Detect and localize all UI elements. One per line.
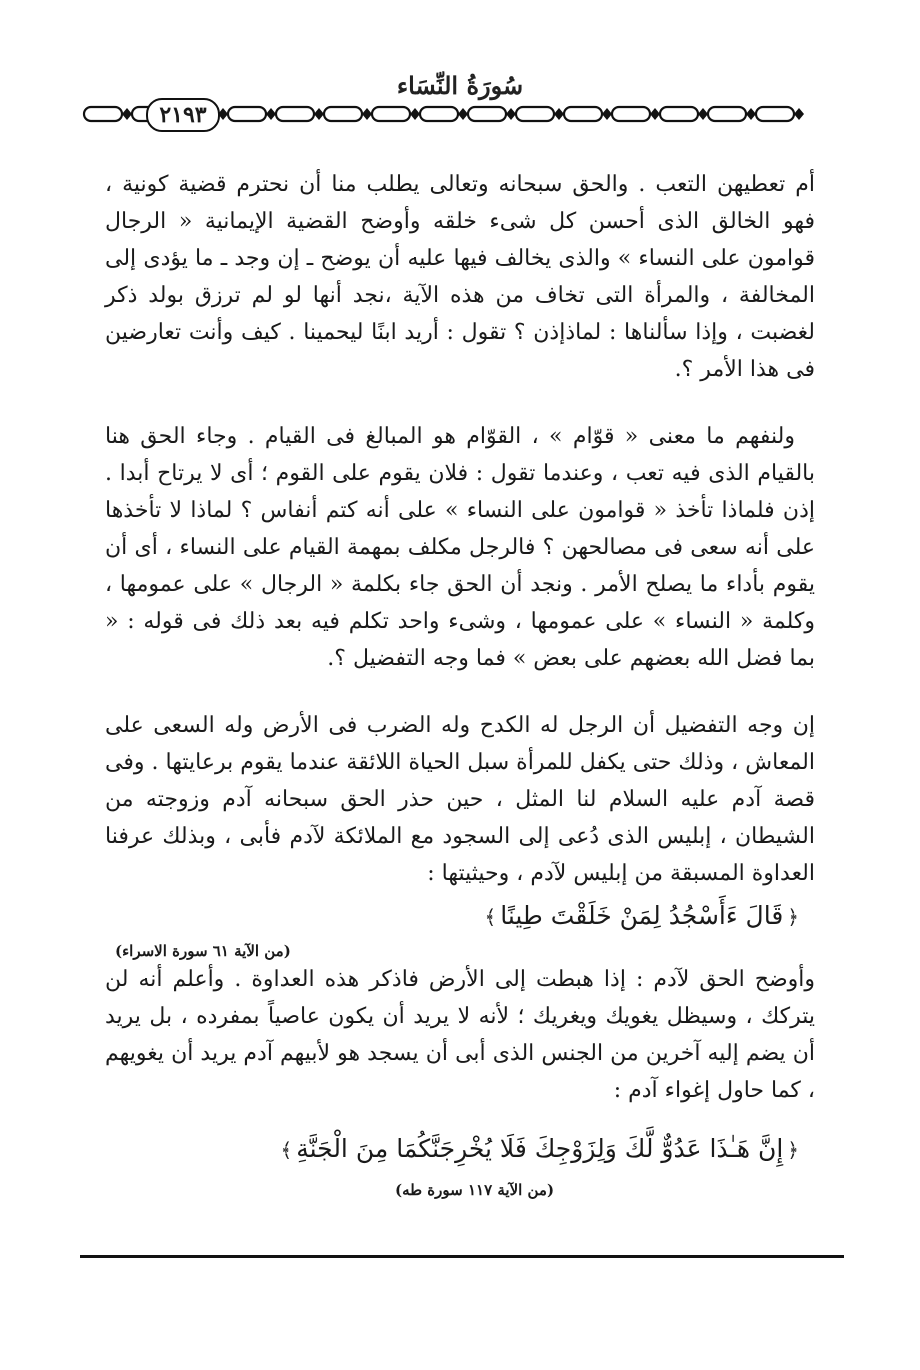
paragraph-4: وأوضح الحق لآدم : إذا هبطت إلى الأرض فاذكر هذه العداوة . وأعلم أنه لن يتركك ، وسيظل يغويك ويغريك ؛ لأنه لا يريد أن يكون عاصياً بمفرده ، بل يريد أن يضم إليه آخرين من الجنس الذى أبى أن يسجد هو لأبيهم آدم يريد أن يغويهم ، كما حاول إغواء آدم : <box>105 967 815 1103</box>
ornament-link <box>660 107 698 121</box>
verse-close-bracket: ﴾ <box>280 1138 293 1162</box>
ornament-diamond <box>266 108 276 120</box>
ornament-link <box>756 107 794 121</box>
ornament-link <box>276 107 314 121</box>
quran-verse-1 <box>105 896 815 937</box>
bottom-rule <box>80 1255 844 1258</box>
paragraph-3: إن وجه التفضيل أن الرجل له الكدح وله الضرب فى الأرض وله السعى على المعاش ، وذلك حتى يكفل للمرأة سبل الحياة اللائقة عندما يقوم برعايتها . وفى قصة آدم عليه السلام لنا المثل ، حين حذر الحق سبحانه آدم وزوجته من الشيطان ، إبليس الذى دُعى إلى السجود مع الملائكة لآدم فأبى ، وبذلك عرفنا العداوة المسبقة من إبليس لآدم ، وحيثيتها : <box>105 713 815 886</box>
ornament-link <box>564 107 602 121</box>
verse-reference-2: (من الآية ١١٧ سورة طه) <box>395 1181 555 1199</box>
page-header <box>0 60 920 140</box>
ornament-link <box>324 107 362 121</box>
page-body <box>105 166 815 1200</box>
surah-title: سُورَةُ النِّسَاء <box>396 71 524 100</box>
ornament-diamond <box>506 108 516 120</box>
ornament-diamond <box>362 108 372 120</box>
ornament-diamond <box>650 108 660 120</box>
ornament-link <box>420 107 458 121</box>
verse-open-bracket: ﴿ <box>787 905 799 929</box>
verse-open-bracket: ﴿ <box>787 1138 799 1162</box>
ornament-diamond <box>794 108 804 120</box>
ornament-link <box>708 107 746 121</box>
ornament-diamond <box>314 108 324 120</box>
paragraph-2: ولنفهم ما معنى « قوّام » ، القوّام هو المبالغ فى القيام . وجاء الحق هنا بالقيام الذى فيه تعب ، وعندما تقول : فلان يقوم على القوم ؛ أى لا يرتاح أبدا . إذن فلماذا تأخذ « قوامون على النساء » على أنه كتم أنفاس ؟ لماذا لا تأخذها على أنه سعى فى مصالحهن ؟ فالرجل مكلف بمهمة القيام على النساء ، أى أن يقوم بأداء ما يصلح الأمر . ونجد أن الحق جاء بكلمة « الرجال » على عمومها ، وكلمة « النساء » على عمومها ، وشىء واحد تكلم فيه بعد ذلك فى قوله : « بما فضل الله بعضهم على بعض » فما وجه التفضيل ؟. <box>105 424 815 671</box>
verse-close-bracket: ﴾ <box>484 905 497 929</box>
ornament-link <box>84 107 122 121</box>
quran-verse-2 <box>105 1129 815 1170</box>
ornament-diamond <box>458 108 468 120</box>
page-number: ٢١٩٣ <box>146 98 220 132</box>
ornament-diamond <box>122 108 132 120</box>
ornament-diamond <box>554 108 564 120</box>
ornament-diamond <box>410 108 420 120</box>
ornament-link <box>372 107 410 121</box>
ornament-link <box>228 107 266 121</box>
ornament-diamond <box>698 108 708 120</box>
verse-text: إِنَّ هَـٰذَا عَدُوٌّ لَّكَ وَلِزَوْجِكَ فَلَا يُخْرِجَنَّكُمَا مِنَ الْجَنَّةِ <box>296 1134 784 1163</box>
ornament-link <box>468 107 506 121</box>
verse-reference-1: (من الآية ٦١ سورة الاسراء) <box>115 942 291 960</box>
paragraph-1: أم تعطيهن التعب . والحق سبحانه وتعالى يطلب منا أن نحترم قضية كونية ، فهو الخالق الذى أحسن كل شىء خلقه وأوضح القضية الإيمانية « الرجال قوامون على النساء » والذى يخالف فيها عليه أن يوضح ـ إن وجد ـ ما يؤدى إلى المخالفة ، والمرأة التى تخاف من هذه الآية ،نجد أنها لو لم ترزق بولد ذكر لغضبت ، وإذا سألناها : لماذإذن ؟ تقول : أريد ابنًا ليحمينا . كيف وأنت تعارضين فى هذا الأمر ؟. <box>105 172 815 382</box>
ornament-diamond <box>602 108 612 120</box>
verse-text: قَالَ ءَأَسْجُدُ لِمَنْ خَلَقْتَ طِينًا <box>500 901 784 930</box>
ornament-link <box>612 107 650 121</box>
ornament-diamond <box>746 108 756 120</box>
ornament-link <box>516 107 554 121</box>
